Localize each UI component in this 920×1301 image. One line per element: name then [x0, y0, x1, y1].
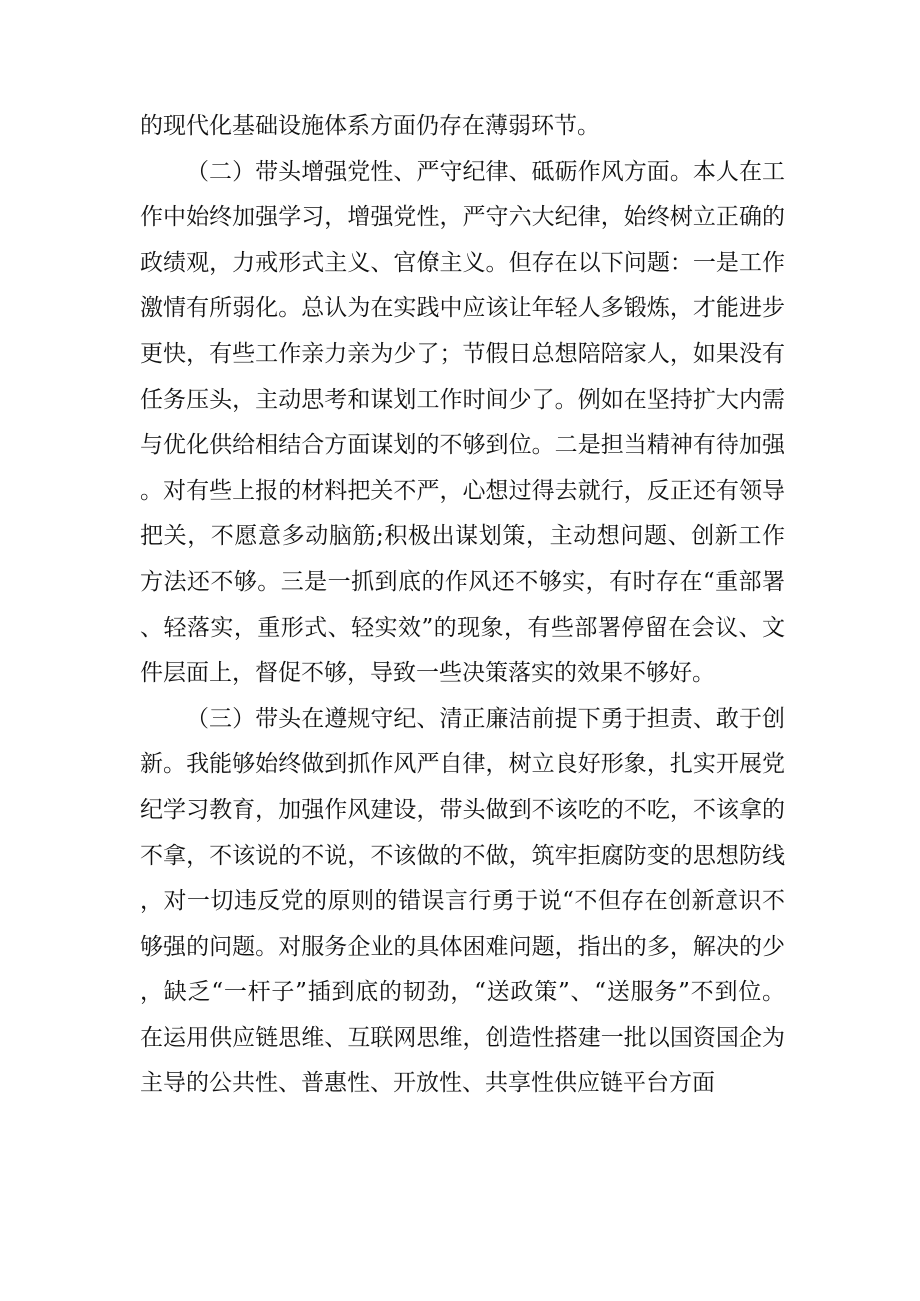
paragraph-section-3: （三）带头在遵规守纪、清正廉洁前提下勇于担责、敢于创新。我能够始终做到抓作风严自律，树立良好形象，扎实开展党纪学习教育，加强作风建设，带头做到不该吃的不吃，不该拿的不拿，不该说的不说，不该做的不做，筑牢拒腐防变的思想防线，对一切违反党的原则的错误言行勇于说“不但存在创新意识不够强的问题。对服务企业的具体困难问题，指出的多，解决的少，缺乏“一杆子”插到底的韧劲，“送政策”、“送服务”不到位。在运用供应链思维、互联网思维，创造性搭建一批以国资国企为主导的公共性、普惠性、开放性、共享性供应链平台方面 [140, 705, 785, 1097]
paragraph-section-2: （二）带头增强党性、严守纪律、砥砺作风方面。本人在工作中始终加强学习，增强党性，严守六大纪律，始终树立正确的政绩观，力戒形式主义、官僚主义。但存在以下问题：一是工作激情有所弱化。总认为在实践中应该让年轻人多锻炼，才能进步更快，有些工作亲力亲为少了；节假日总想陪陪家人，如果没有任务压头，主动思考和谋划工作时间少了。例如在坚持扩大内需与优化供给相结合方面谋划的不够到位。二是担当精神有待加强。对有些上报的材料把关不严，心想过得去就行，反正还有领导把关，不愿意多动脑筋;积极出谋划策，主动想问题、创新工作方法还不够。三是一抓到底的作风还不够实，有时存在“重部署、轻落实，重形式、轻实效”的现象，有些部署停留在会议、文件层面上，督促不够，导致一些决策落实的效果不够好。 [140, 158, 785, 687]
paragraph-continuation: 的现代化基础设施体系方面仍存在薄弱环节。 [140, 113, 600, 139]
document-body [140, 104, 785, 1107]
